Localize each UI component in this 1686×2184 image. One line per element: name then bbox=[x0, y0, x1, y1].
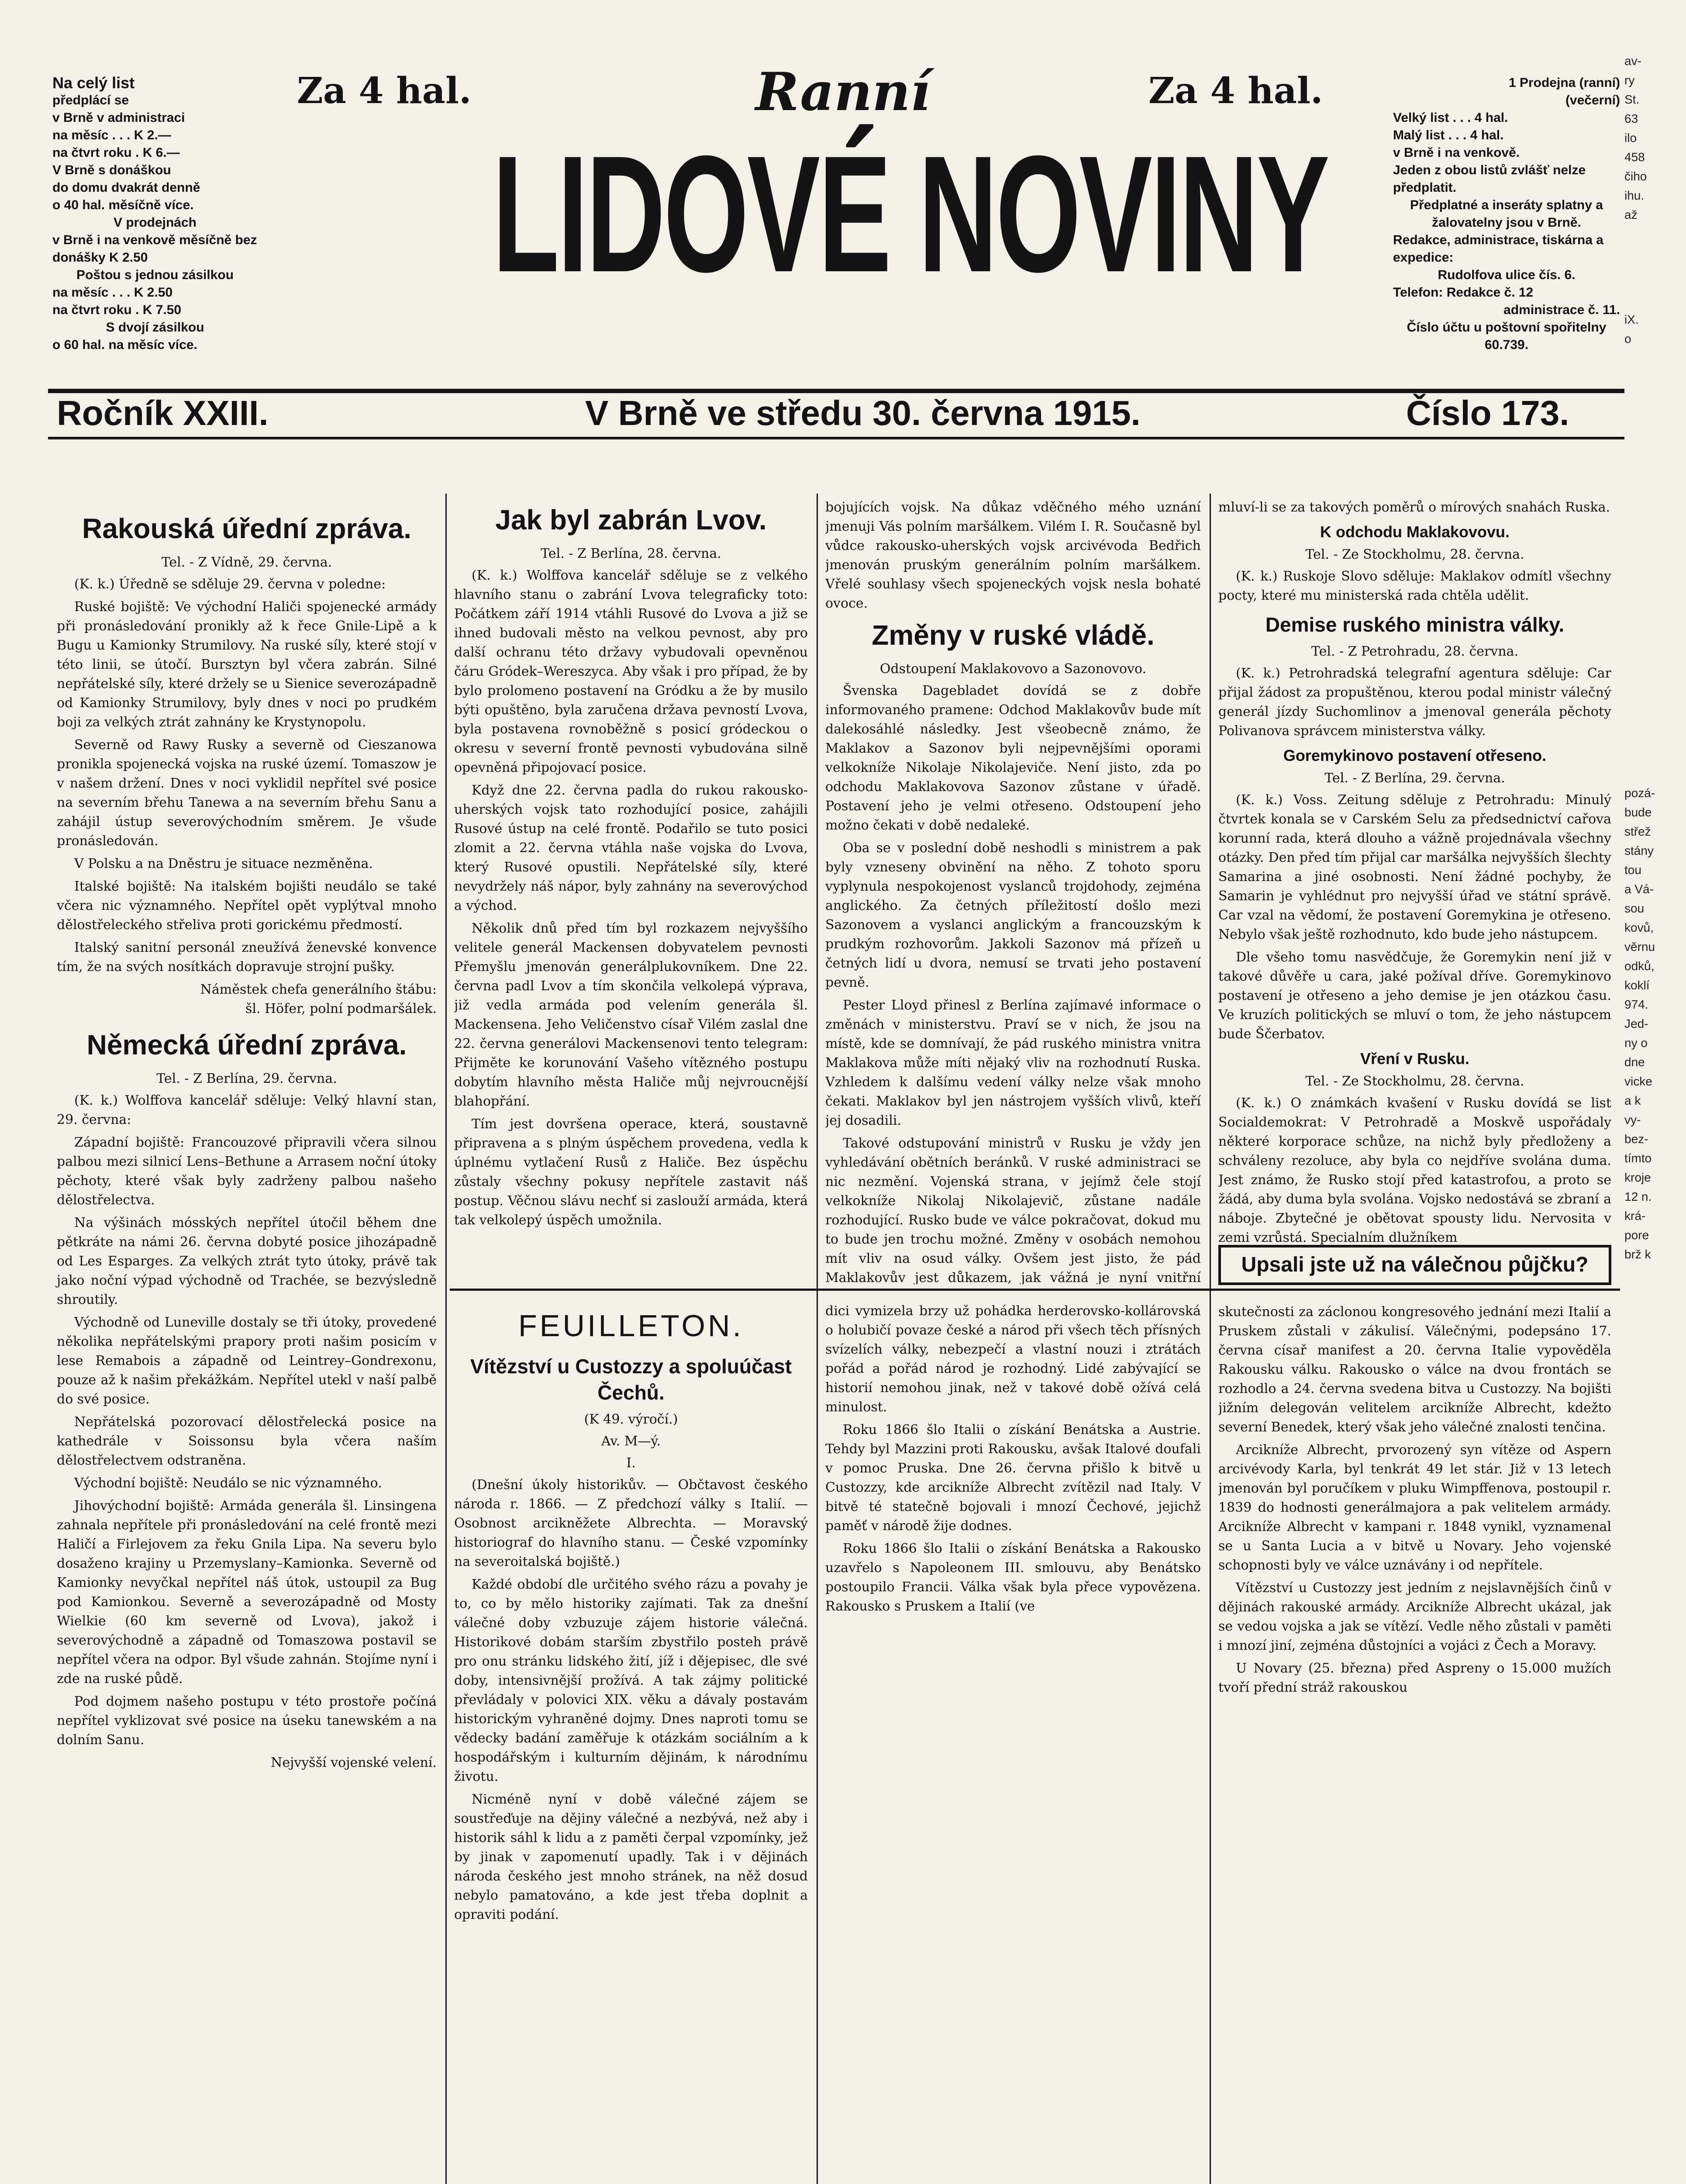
info-line: Předplatné a inseráty splatny a žalovatelny jsou v Brně. bbox=[1410, 198, 1603, 230]
info-line: Telefon: Redakce č. 12 bbox=[1393, 285, 1534, 300]
info-line: v Brně v administraci bbox=[52, 111, 185, 125]
info-line: (večerní) bbox=[1565, 93, 1620, 107]
feuilleton-title: FEUILLETON. bbox=[518, 1309, 744, 1343]
info-line: 1 Prodejna (ranní) bbox=[1508, 76, 1620, 90]
paragraph: Takové odstupování ministrů v Rusku je vždy jen vyhledávání obětních beránků. V ruské administraci se nic nezmění. Vojenská strana, v jejímž čele stojí velkokníže Nikolaj Nikolajevič, zůstane nadále rozhodující. Rusko bude ve válce pokračovat, dokud mu to bude jen trochu možné. Změny v osobách nemohou mít vliv na osud války. Ovšem jest jisto, že pád Maklakovův jest důkazem, jak vážná je nyní vnitřní bbox=[825, 1136, 1201, 1284]
adjacent-page-strip bbox=[1624, 52, 1677, 1265]
info-line: na čtvrt roku . K 7.50 bbox=[52, 303, 182, 317]
info-line: S dvojí zásilkou bbox=[106, 320, 204, 335]
paragraph: Když dne 22. června padla do rukou rakousko-uherských vojsk tato rozhodující posice, zahájili Rusové ústup na celé frontě. Podařilo se tuto posici zlomit a 22. června vtáhla naše vojska do Lvova, který Rusové opustili. Nepřátelské síly, které nevydržely náš nápor, byly zahnány na severovýchod a východ. bbox=[454, 783, 808, 913]
strip-fragment: brž k bbox=[1624, 1248, 1651, 1261]
column-rule bbox=[1210, 494, 1211, 2184]
headline-german-report: Německá úřední zpráva. bbox=[86, 1029, 407, 1061]
strip-fragment: čiho bbox=[1624, 169, 1647, 183]
strip-fragment: 63 bbox=[1624, 112, 1638, 125]
paragraph: (K. k.) Ruskoje Slovo sděluje: Maklakov odmítl všechny pocty, které mu ministerská rada chtěla udělit. bbox=[1218, 569, 1611, 603]
info-line: předplácí se bbox=[52, 93, 129, 107]
paragraph: Pester Lloyd přinesl z Berlína zajímavé informace o změnách v ministerstvu. Praví se v nich, že jsou na místě, kde se domnívají, že pád ruského ministra vnitra Maklakova může míti nějaký vliv na rozhodnutí Ruska. Vzhledem k dalšímu vedení války nelze však mnoho čekati. Maklakov byl jen nástrojem vyšších vlivů, kteří jej dosadili. bbox=[825, 998, 1201, 1128]
info-line: Jeden z obou listů zvlášť nelze předplatit. bbox=[1393, 163, 1586, 195]
strip-fragment: ny o bbox=[1624, 1036, 1648, 1050]
strip-fragment: dne bbox=[1624, 1055, 1645, 1069]
paragraph: skutečnosti za záclonou kongresového jednání mezi Italií a Pruskem zůstali v zákulisí. Válečnými, podepsáno 17. června císař manifest a 20. června Italie vypověděla Rakousku válku. Rakousko o válce na dvou frontách se rozhodlo a 24. června svedena bitva u Custozzy. Na bojišti jižním delegován velitelem arcikníže Albrecht, kdežto severní Benedek, který však jeho válečné znalosti tenčina. bbox=[1218, 1304, 1611, 1435]
info-line: Poštou s jednou zásilkou bbox=[76, 268, 234, 282]
strip-fragment: věrnu bbox=[1624, 940, 1655, 954]
subheadline: Odstoupení Maklakovovo a Sazonovovo. bbox=[879, 661, 1147, 677]
strip-fragment: av- bbox=[1624, 54, 1641, 68]
paragraph: Nepřátelská pozorovací dělostřelecká posice na kathedrále v Soissonsu byla včera naším dělostřelectvem odstraněna. bbox=[57, 1414, 437, 1468]
paragraph: (K. k.) O známkách kvašení v Rusku dovídá se list Socialdemokrat: V Petrohradě a Moskvě uspořádaly některé korporace schůze, na nichž byly předloženy a schváleny rezoluce, aby byla co nejdříve svolána duma. Jest známo, že Rusko stojí před katastrofou, a proto se žádá, aby duma byla svolána. Vojsko nedostává se zbraní a náboje. Zbytečné je obětovat spousty lidu. Nervosita v zemi vzrůstá. Specialním dlužníkem bbox=[1218, 1095, 1611, 1245]
column-rule bbox=[817, 494, 818, 2184]
paragraph: (K. k.) Úředně se sděluje 29. června v poledne: bbox=[74, 577, 386, 592]
strip-fragment: ry bbox=[1624, 73, 1635, 87]
paragraph: U Novary (25. března) před Aspreny o 15.000 mužích tvoří přední stráž rakouskou bbox=[1218, 1661, 1611, 1695]
paragraph: dici vymizela brzy už pohádka herderovsko-kollárovská o holubičí povaze české a národ při všech těch přísných svízelích války, nebezpečí a vlastní nouzi i ztrátách pořád a pořád národ je rozhodný. Lidé zabývající se historií nemohou jinak, než v takové době ožívá celá minulost. bbox=[825, 1303, 1201, 1415]
issue-number: Číslo 173. bbox=[1406, 394, 1569, 432]
feuilleton-headline: Vítězství u Custozzy a spoluúčast Čechů. bbox=[470, 1355, 792, 1404]
strip-fragment: sou bbox=[1624, 902, 1645, 915]
edition-label: Ranní bbox=[755, 61, 931, 123]
volume-label: Ročník XXIII. bbox=[57, 394, 269, 432]
info-line: V prodejnách bbox=[113, 215, 197, 230]
strip-fragment: ilo bbox=[1624, 131, 1637, 145]
strip-fragment: a Vá- bbox=[1624, 882, 1654, 896]
paragraph: (K. k.) Wolffova kancelář sděluje se z velkého hlavního stanu o zabrání Lvova telegraficky toto: Počátkem září 1914 vtáhli Rusové do Lvova a již se ihned budovali město na velkou pevnost, aby pro další ochranu této državy vybudovali opevněnou čáru Gródek–Wereszyca. Aby však i pro případ, že by bylo prolomeno postavení na Gródku a že by musilo býti opuštěno, byla zaručena država pevností Lvova, byla postavena rovnoběžně s posicí gródeckou o okresu v severní frontě pevnosti vybudována silně opevněná připojovací posice. bbox=[454, 568, 808, 775]
info-line: V Brně s donáškou bbox=[52, 163, 171, 177]
info-line: Malý list . . . 4 hal. bbox=[1393, 128, 1504, 142]
feuilleton-author: Av. M—ý. bbox=[601, 1434, 661, 1449]
info-line: Číslo účtu u poštovní spořitelny 60.739. bbox=[1407, 320, 1607, 352]
column-3-top bbox=[825, 498, 1201, 1284]
strip-fragment: vy- bbox=[1624, 1113, 1641, 1127]
paragraph: Italský sanitní personál zneužívá ženevské konvence tím, že na svých nosítkách dopravuje strojní pušky. bbox=[57, 940, 437, 975]
dateline: Tel. - Z Vídně, 29. června. bbox=[161, 555, 332, 570]
strip-fragment: iX. bbox=[1624, 313, 1639, 326]
strip-fragment: bez- bbox=[1624, 1132, 1648, 1146]
strip-fragment: kovů, bbox=[1624, 921, 1654, 934]
info-line: na čtvrt roku . K 6.— bbox=[52, 145, 180, 160]
strip-fragment: tou bbox=[1624, 863, 1641, 877]
info-line: na měsíc . . . K 2.— bbox=[52, 128, 171, 142]
signature: Nejvyšší vojenské velení. bbox=[271, 1755, 437, 1770]
strip-fragment: odků, bbox=[1624, 959, 1655, 973]
paragraph: Roku 1866 šlo Italii o získání Benátska a Austrie. Tehdy byl Mazzini proti Rakousku, avšak Italové doufali v pomoc Pruska. Dne 26. června přišlo k bitvě u Custozzy, kde arcikníže Albrecht zvítězil nad Italy. V bitvě té statečně bojovali i mnozí Čechové, jejichž paměť v národě žije dodnes. bbox=[825, 1422, 1201, 1534]
paragraph: (K. k.) Voss. Zeitung sděluje z Petrohradu: Minulý čtvrtek konala se v Carském Selu za předsednictví cařova korunní rada, která dlouho a vážně projednávala všechny otázky. Den před tím přijal car maršálka nejvyšších šlechty Samarina a jiné osobnosti. Není žádné pochyby, že Samarin je vyhlédnut pro nejvyšší úřad ve státní správě. Car vzal na vědomí, že postavení Goremykina je otřeseno. Nebylo však ještě rozhodnuto, kdo bude jeho nástupcem. bbox=[1218, 792, 1611, 942]
info-line: administrace č. 11. bbox=[1503, 303, 1620, 317]
paragraph: Východně od Luneville dostaly se tři útoky, provedené několika nepřátelskými prapory proti našim posicím v lese Remabois a západně od Leintrey–Gondrexonu, pouze až k našim překážkám. Nepřítel utekl v naší palbě do své posice. bbox=[57, 1315, 437, 1407]
paragraph: Na výšinách mósských nepřítel útočil během dne pětkráte na námi 26. června dobyté posice jihozápadně od Les Esparges. Za velkých ztrát tyto útoky, právě tak jako noční výpad východně od Trachée, se bezvýsledně shroutily. bbox=[57, 1215, 437, 1307]
paragraph: (K. k.) Wolffova kancelář sděluje: Velký hlavní stan, 29. června: bbox=[57, 1093, 437, 1127]
info-line: o 60 hal. na měsíc více. bbox=[52, 338, 197, 352]
newspaper-title: LIDOVÉ NOVINY bbox=[492, 121, 1328, 307]
strip-fragment: kroje bbox=[1624, 1171, 1651, 1184]
paragraph: mluví-li se za takových poměrů o mírových snahách Ruska. bbox=[1218, 500, 1610, 515]
dateline: Tel. - Z Petrohradu, 28. června. bbox=[1311, 644, 1519, 659]
feuilleton-part: I. bbox=[626, 1455, 636, 1471]
column-2-top bbox=[454, 498, 808, 1284]
strip-fragment: krá- bbox=[1624, 1209, 1646, 1223]
strip-fragment: až bbox=[1624, 208, 1638, 221]
subheadline: K odchodu Maklakovovu. bbox=[1320, 523, 1510, 541]
paragraph: Nicméně nyní v době válečné zájem se soustřeďuje na dějiny válečné a nezbývá, než aby i historik sáhl k lidu a z paměti čerpal vzpomínky, jež by jinak v zapomenutí upadly. Tak i v dějinách národa českého jest mnoho stránek, na něž dosud nebylo pamatováno, a kde jest třeba doplnit a opraviti podání. bbox=[454, 1792, 808, 1922]
info-line: na měsíc . . . K 2.50 bbox=[52, 285, 173, 300]
paragraph: Pod dojmem našeho postupu v této prostoře počíná nepřítel vyklizovat své posice na úseku tanewském a na dolním Sanu. bbox=[57, 1694, 437, 1748]
paragraph: Italské bojiště: Na italském bojišti neudálo se také včera nic významného. Nepřítel opět vyplýtval mnoho dělostřeleckého střeliva proti gorickému předmostí. bbox=[57, 879, 437, 933]
strip-fragment: a k bbox=[1624, 1094, 1641, 1107]
strip-fragment: 12 n. bbox=[1624, 1190, 1652, 1203]
column-4-bottom bbox=[1218, 1241, 1611, 2184]
strip-fragment: pore bbox=[1624, 1228, 1649, 1242]
strip-fragment: střež bbox=[1624, 825, 1651, 838]
strip-fragment: stány bbox=[1624, 844, 1654, 857]
feuilleton bbox=[454, 1302, 808, 2184]
paragraph: Arcikníže Albrecht, prvorozený syn vítěze od Aspern arcivévody Karla, byl tenkrát 49 let stár. Již v 13 letech jmenován byl poručíkem v pluku Wimpffenova, postoupil r. 1839 do hodnosti generálmajora a pak velitelem armády. Arcikníže Albrecht v kampani r. 1848 vynikl, vyznamenal se u Santa Lucia a v bitvě u Novary. Jeho vojenské schopnosti byly ve válce uznávány i od nepřítele. bbox=[1218, 1442, 1611, 1573]
paragraph: Několik dnů před tím byl rozkazem nejvyššího velitele generál Mackensen dobyvatelem pevnosti Přemyšlu jmenován generálplukovníkem. Dne 22. června padl Lvov a tím skončila velkolepá výprava, již vedla armáda pod velením generála šl. Mackensena. Jeho Veličenstvo císař Vilém zaslal dne 22. června generálovi Mackensenovi tento telegram: Přijměte ke korunování Vašeho vítězného postupu dobytím hlavního města Haliče můj nejvroucnější blahopřání. bbox=[454, 921, 808, 1109]
headline-lvov: Jak byl zabrán Lvov. bbox=[495, 504, 767, 536]
strip-fragment: pozá- bbox=[1624, 786, 1655, 800]
headline-war-minister: Demise ruského ministra války. bbox=[1265, 613, 1565, 636]
headline-russian-government: Změny v ruské vládě. bbox=[872, 619, 1155, 651]
masthead-rule-bottom bbox=[48, 437, 1624, 439]
strip-fragment: 974. bbox=[1624, 998, 1648, 1011]
strip-fragment: bude bbox=[1624, 805, 1652, 819]
paragraph: Ruské bojiště: Ve východní Haliči spojenecké armády při pronásledování pronikly až k řece Gnile-Lipě a k Bugu u Kamionky Strumilovy. Na ruské síly, které stojí v této linii, se útočí. Bursztyn byl včera zabrán. Silné nepřátelské síly, které držely se u Sienice severozápadně od Kamionky Strumilovy, byly dnes v noci po prudkém boji za velkých ztrát zahnány ke Krystynopolu. bbox=[57, 599, 437, 730]
paragraph: Oba se v poslední době neshodli s ministrem a pak byly vzneseny obvinění na něho. Z tohoto sporu vyplynula nespokojenost vyslanců trojdohody, zejména anglického. Za četných příležitostí došlo mezi Sazonovem a vyslanci anglickým a francouzským k prudkým rozhovorům. Jakkoli Sazonov má přízeň u četných lidí u dvora, nemusí se trvati jeho postavení pevně. bbox=[825, 840, 1201, 990]
info-line: v Brně i na venkově. bbox=[1393, 145, 1520, 160]
strip-fragment: o bbox=[1624, 332, 1631, 346]
subheadline: Goremykinovo postavení otřeseno. bbox=[1283, 746, 1547, 764]
dateline: Tel. - Z Berlína, 28. června. bbox=[541, 546, 721, 561]
paragraph: Východní bojiště: Neudálo se nic významného. bbox=[74, 1476, 382, 1491]
paragraph: Švenska Dagebladet dovídá se z dobře informovaného pramene: Odchod Maklakovův bude mít dalekosáhlé následky. Jest všeobecně známo, že Maklakov a Sazonov byli nejpevnějšími oporami velkokníže Nikolaje Nikolajeviče. Není jisto, zda po odchodu Maklakovova Sazonov zůstane v úřadě. Postavení jeho je velmi otřeseno. Odstoupení jeho možno čekati v době nedaleké. bbox=[825, 683, 1201, 833]
feuilleton-subtitle: (K 49. výročí.) bbox=[584, 1412, 678, 1427]
headline-austrian-report: Rakouská úřední zpráva. bbox=[82, 513, 412, 544]
issue-date: V Brně ve středu 30. června 1915. bbox=[585, 394, 1141, 432]
strip-fragment: 458 bbox=[1624, 150, 1645, 164]
paragraph: (K. k.) Petrohradská telegrafní agentura sděluje: Car přijal žádost za propuštěnou, kterou podal ministr válečný generál jízdy Suchomlinov a jmenoval generála pěchoty Polivanova správcem ministerstva války. bbox=[1218, 666, 1611, 739]
column-rule bbox=[445, 494, 447, 2184]
dateline: Tel. - Ze Stockholmu, 28. června. bbox=[1305, 1074, 1524, 1089]
paragraph: Severně od Rawy Rusky a severně od Cieszanowa pronikla spojenecká vojska na ruské území. Tomaszow je v našem držení. Dnes v noci vyklidil nepřítel své posice na severním břehu Tanewa a na severním břehu Sanu a zahájil ústup severovýchodním směrem. Je všude pronásledován. bbox=[57, 737, 437, 849]
paragraph: Dle všeho tomu nasvědčuje, že Goremykin není již v takové důvěře u cara, jaké požíval dříve. Goremykinovo postavení je otřeseno a jeho demise je jen otázkou času. Ve kruzích politických se mluví o tom, že jeho nástupcem bude Ščerbatov. bbox=[1218, 950, 1611, 1042]
strip-fragment: ihu. bbox=[1624, 189, 1645, 202]
info-line: v Brně i na venkově měsíčně bez donášky K 2.50 bbox=[52, 233, 257, 265]
strip-fragment: koklí bbox=[1624, 978, 1650, 992]
info-line: Na celý list bbox=[52, 74, 135, 92]
price-left: Za 4 hal. bbox=[297, 70, 472, 112]
info-line: Rudolfova ulice čís. 6. bbox=[1438, 268, 1576, 282]
column-4-top bbox=[1218, 498, 1611, 1284]
feuilleton-continued bbox=[825, 1302, 1201, 2184]
strip-fragment: tímto bbox=[1624, 1151, 1652, 1165]
strip-fragment: vicke bbox=[1624, 1075, 1652, 1088]
paragraph: Západní bojiště: Francouzové připravili včera silnou palbou mezi silnicí Lens–Bethune a Arrasem noční útoky pěchoty, které však byly zadrženy palbou našeho dělostřelectva. bbox=[57, 1135, 437, 1208]
masthead-rule-top bbox=[48, 389, 1624, 393]
paragraph: Vítězství u Custozzy jest jedním z nejslavnějších činů v dějinách rakouské armády. Arcikníže Albrecht ukázal, jak se vedou vojska a jak se vítězí. Vedle něho zůstali v paměti i mnozí jiní, zejména důstojníci a vojáci z Čech a Moravy. bbox=[1218, 1580, 1611, 1653]
right-info bbox=[1393, 74, 1620, 354]
paragraph: Jihovýchodní bojiště: Armáda generála šl. Linsingena zahnala nepřítele při pronásledování na celé frontě mezi Haličí a Firlejovem za řeku Gnila Lipa. Na severu bylo dosaženo krajiny u Przemyslany–Kamionka. Severně od Kamionky nevyčkal nepřítel náš útok, ustoupil za Bug pod Kamionkou. Severně a severozápadně od Mosty Wielkie (60 km severně od Lvova), jakož i severovýchodně a západně od Tomaszowa postavil se nepřítel včera na odpor. Byl všude zahnán. Stojíme nyní i zde na ruské půdě. bbox=[57, 1498, 437, 1686]
info-line: do domu dvakrát denně bbox=[52, 180, 200, 195]
paragraph: V Polsku a na Dněstru je situace nezměněna. bbox=[74, 856, 373, 871]
dateline: Tel. - Z Berlína, 29. června. bbox=[1324, 771, 1505, 786]
price-right: Za 4 hal. bbox=[1148, 70, 1323, 112]
paragraph: bojujících vojsk. Na důkaz vděčného mého uznání jmenuji Vás polním maršálkem. Vilém I. R. Současně byl vůdce rakousko-uherských vojsk arcivévoda Bedřich jmenován pruským generálním polním maršálkem. Vřelé souhlasy všech spojeneckých vojsk nesla bohaté ovoce. bbox=[825, 500, 1201, 611]
dateline: Tel. - Z Berlína, 29. června. bbox=[156, 1071, 337, 1086]
paragraph: Každé období dle určitého svého rázu a povahy je to, co by mělo historiky zajímati. Tak za dnešní válečné doby vzbuzuje zájem historie válečná. Historikové dobám starším zbystřilo posteh právě pro onu stránku lidského žití, jíž i dějepisec, dle své doby, intensivnější prožívá. A tak zájmy politické převládaly v polovici XIX. věku a dávaly postavám historickým vyhraněné dojmy. Dnes naproti tomu se vědecky badání zaměřuje k otázkám sociálním a k hospodářským i kulturním dějinám, k národnímu životu. bbox=[454, 1577, 808, 1784]
info-line: o 40 hal. měsíčně více. bbox=[52, 198, 194, 212]
left-subscription-info bbox=[52, 74, 258, 354]
signature: Náměstek chefa generálního štábu: bbox=[200, 982, 437, 997]
subheadline: Vření v Rusku. bbox=[1360, 1050, 1470, 1068]
info-line: Velký list . . . 4 hal. bbox=[1393, 111, 1508, 125]
info-line: Redakce, administrace, tiskárna a expedice: bbox=[1393, 233, 1603, 265]
signature: šl. Höfer, polní podmaršálek. bbox=[245, 1001, 437, 1016]
column-1 bbox=[57, 507, 437, 1773]
dateline: Tel. - Ze Stockholmu, 28. června. bbox=[1305, 547, 1524, 562]
strip-fragment: St. bbox=[1624, 93, 1640, 106]
paragraph: Roku 1866 šlo Italii o získání Benátska a Rakousko uzavřelo s Napoleonem III. smlouvu, aby Benátsko postoupilo Francii. Válka však byla přece vypovězena. Rakousko s Pruskem a Italií (ve bbox=[825, 1541, 1201, 1614]
paragraph: (Dnešní úkoly historikův. — Občtavost českého národa r. 1866. — Z předchozí války s Italií. — Osobnost arcikněžete Albrechta. — Moravský historiograf do hlavního stanu. — České vzpomínky na severoitalská bojiště.) bbox=[454, 1477, 808, 1569]
war-loan-box: Upsali jste už na válečnou půjčku? bbox=[1218, 1245, 1611, 1285]
paragraph: Tím jest dovršena operace, která, soustavně připravena a s plným úspěchem provedena, vedla k úplnému vytlačení Rusů z Haliče. Bez úspěchu zůstaly všechny pokusy nepřítele zastavit náš postup. Věčnou slávu nechť si zaslouží armáda, která tak velkolepý úspěch umožnila. bbox=[454, 1116, 808, 1228]
strip-fragment: Jed- bbox=[1624, 1017, 1648, 1030]
